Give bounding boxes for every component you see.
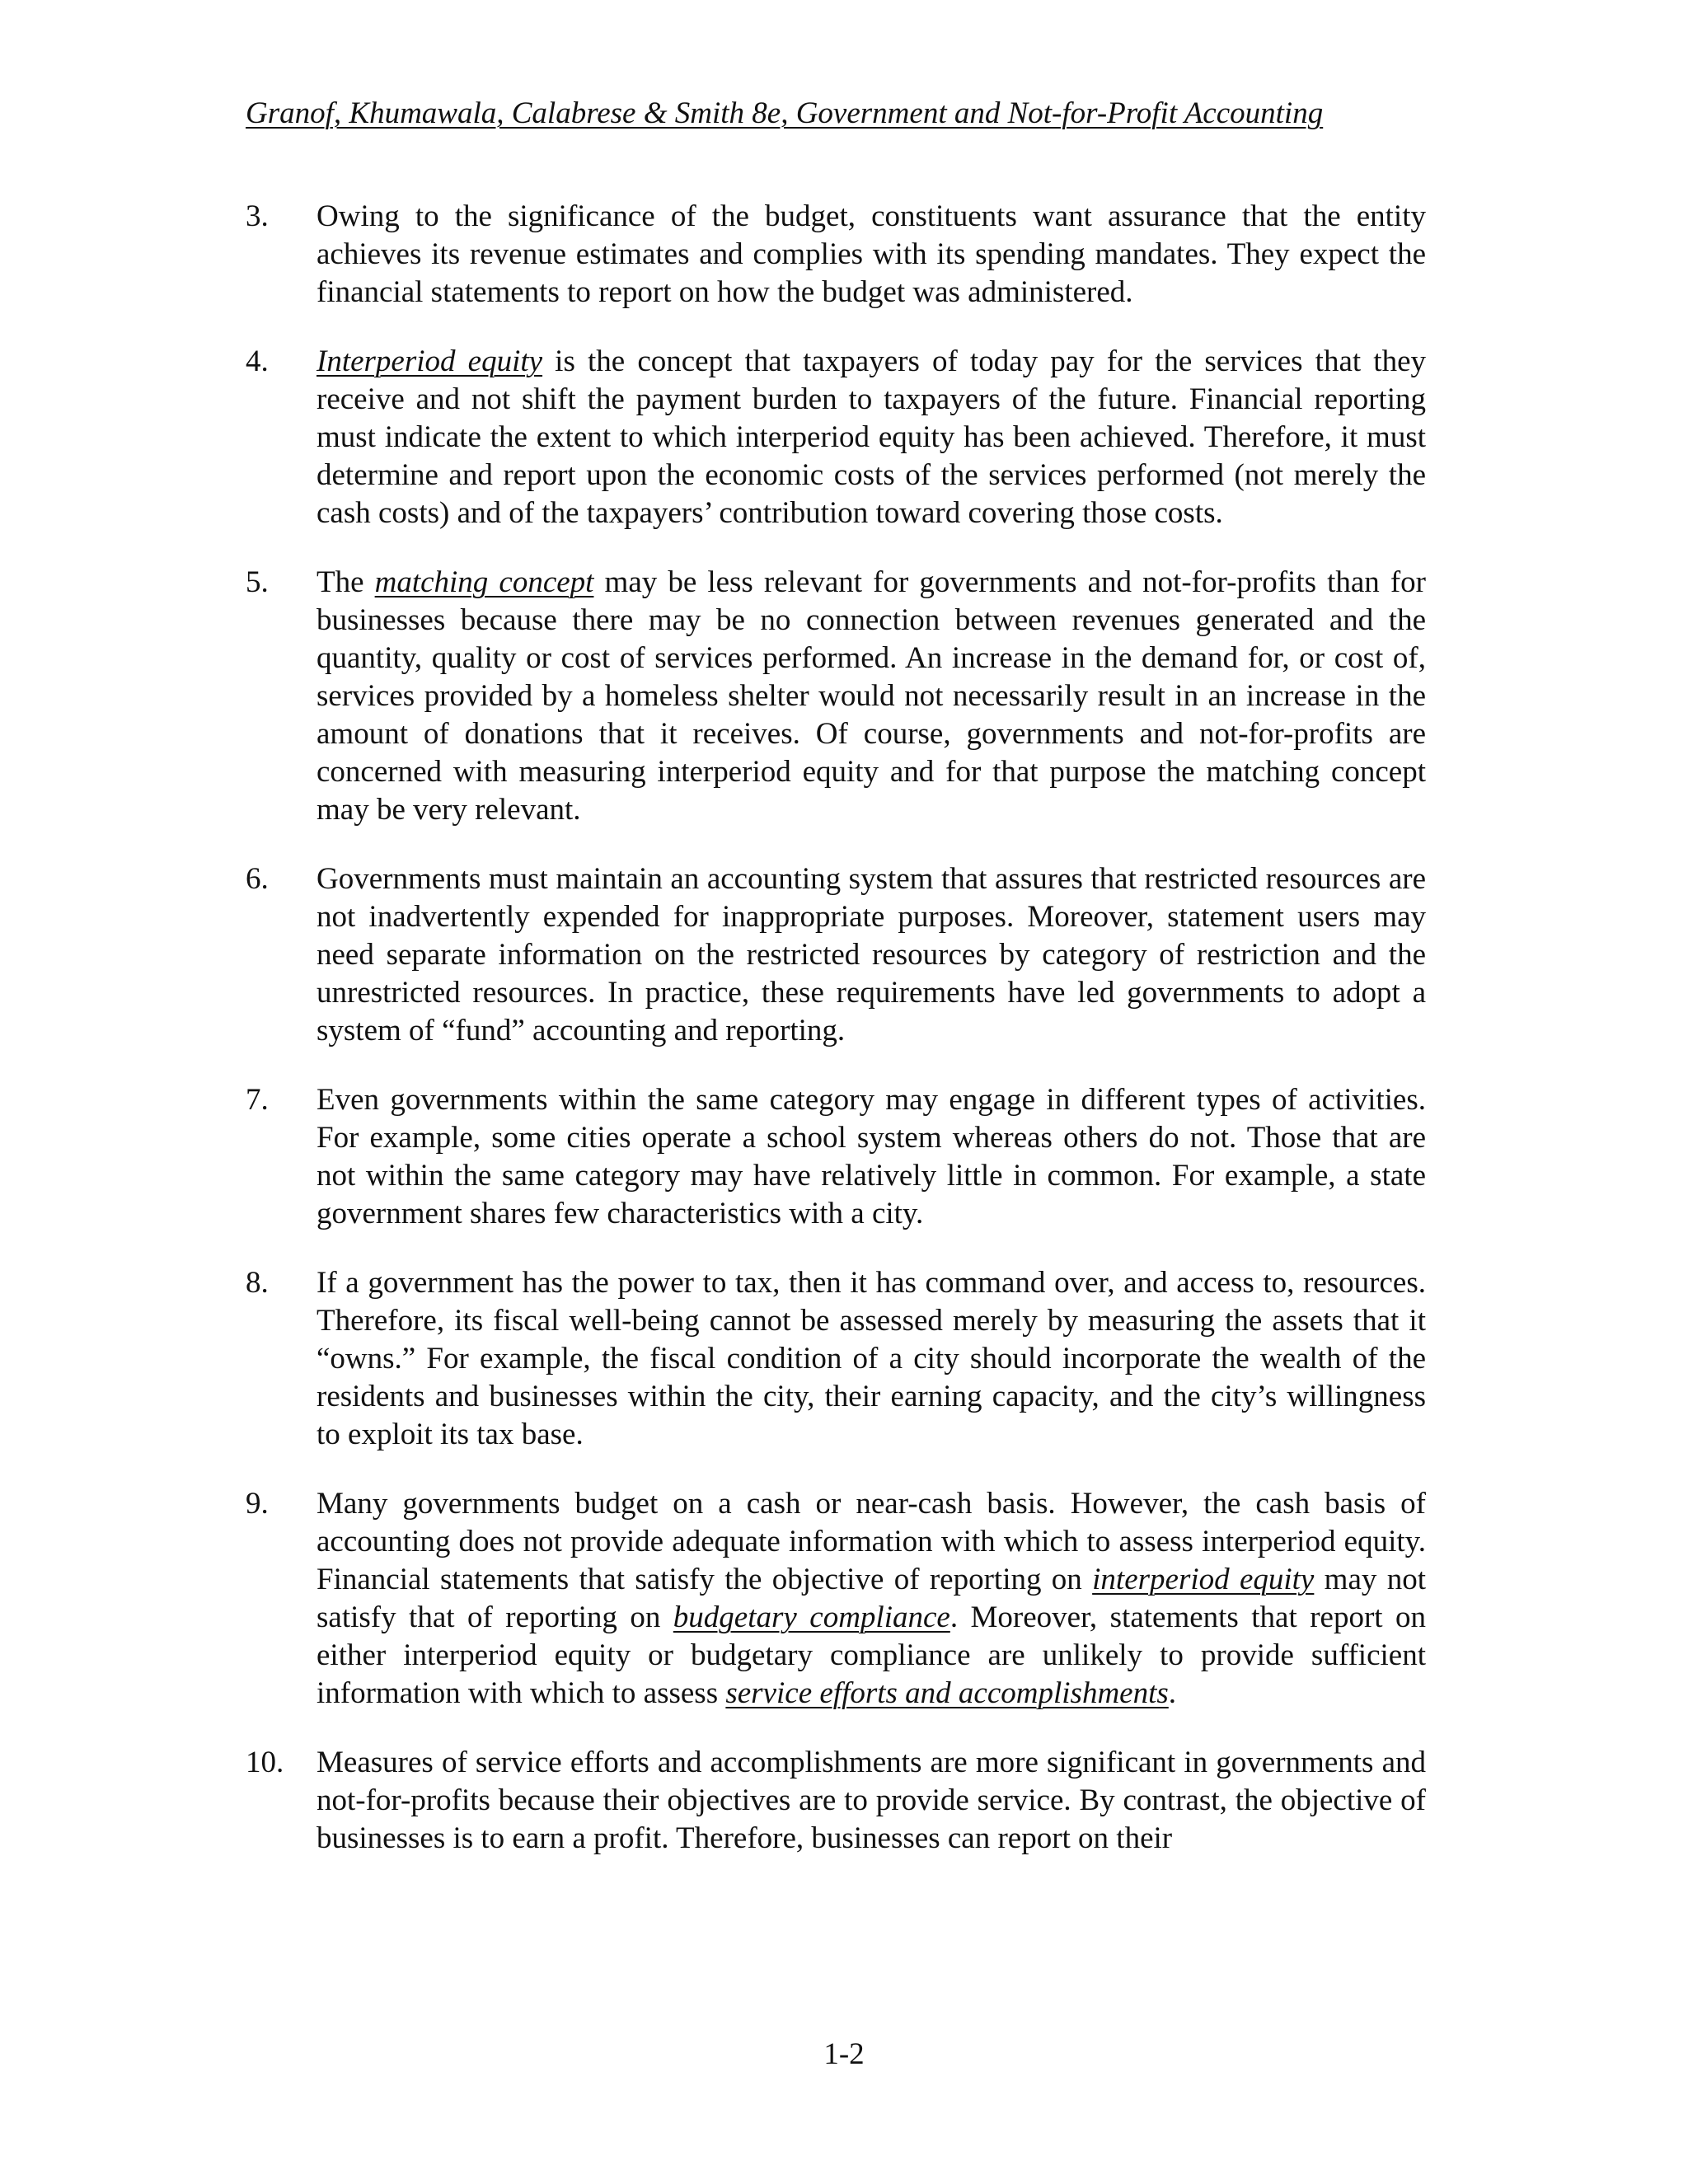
text-run: may not satisfy that of reporting on [316, 1563, 1426, 1634]
item-number: 6. [246, 862, 269, 896]
item-text [316, 1264, 1426, 1454]
item-text [316, 564, 1426, 829]
item-text [316, 343, 1426, 532]
answer-list [246, 198, 1426, 1889]
key-term: interperiod equity [1092, 1563, 1315, 1596]
item-number: 8. [246, 1266, 269, 1300]
item-number: 3. [246, 199, 269, 233]
text-run: The [316, 565, 375, 599]
answer-item-9 [246, 1485, 1426, 1713]
item-number: 5. [246, 565, 269, 599]
key-term: matching concept [374, 565, 594, 599]
text-run: . [1168, 1676, 1177, 1710]
item-text [316, 1485, 1426, 1713]
text-run: If a government has the power to tax, then it has command over, and access to, resources. Therefore, its fiscal well-being cannot be assessed merely by measuring the assets that it “owns.” For example, the fiscal condition of a city should incorporate the wealth of the residents and businesses within the city, their earning capacity, and the city’s willingness to exploit its tax base. [316, 1266, 1426, 1451]
page-header: Granof, Khumawala, Calabrese & Smith 8e, Government and Not-for-Profit Accounting [246, 96, 1324, 130]
key-term: Interperiod equity [316, 344, 543, 378]
answer-item-6 [246, 860, 1426, 1050]
answer-item-8 [246, 1264, 1426, 1454]
answer-item-7 [246, 1081, 1426, 1233]
text-run: Even governments within the same category may engage in different types of activities. For example, some cities operate a school system whereas others do not. Those that are not within the same category may have relatively little in common. For example, a state government shares few characteristics with a city. [316, 1083, 1426, 1230]
answer-item-4 [246, 343, 1426, 532]
item-text [316, 1744, 1426, 1858]
text-run: may be less relevant for governments and not-for-profits than for businesses because there may be no connection between revenues generated and the quantity, quality or cost of services performed. An increase in the demand for, or cost of, services provided by a homeless shelter would not necessarily result in an increase in the amount of donations that it receives. Of course, governments and not-for-profits are concerned with measuring interperiod equity and for that purpose the matching concept may be very relevant. [316, 565, 1427, 827]
answer-item-5 [246, 564, 1426, 829]
item-number: 9. [246, 1487, 269, 1521]
text-run: Many governments budget on a cash or near-cash basis. However, the cash basis of accounting does not provide adequate information with which to assess interperiod equity. Financial statements that satisfy the objective of reporting on [316, 1487, 1426, 1596]
key-term: service efforts and accomplishments [725, 1676, 1169, 1710]
item-number: 10. [246, 1746, 284, 1779]
item-text [316, 1081, 1426, 1233]
text-run: is the concept that taxpayers of today pay for the services that they receive and not shift the payment burden to taxpayers of the future. Financial reporting must indicate the extent to which interperiod equity has been achieved. Therefore, it must determine and report upon the economic costs of the services performed (not merely the cash costs) and of the taxpayers’ contribution toward covering those costs. [316, 344, 1426, 530]
item-text [316, 198, 1426, 312]
text-run: Owing to the significance of the budget, constituents want assurance that the entity achieves its revenue estimates and complies with its spending mandates. They expect the financial statements to report on how the budget was administered. [316, 199, 1426, 309]
answer-item-10 [246, 1744, 1426, 1858]
text-run: Governments must maintain an accounting system that assures that restricted resources are not inadvertently expended for inappropriate purposes. Moreover, statement users may need separate information on the restricted resources by category of restriction and the unrestricted resources. In practice, these requirements have led governments to adopt a system of “fund” accounting and reporting. [316, 862, 1426, 1047]
item-number: 4. [246, 344, 269, 378]
text-run: Measures of service efforts and accomplishments are more significant in governments and not-for-profits because their objectives are to provide service. By contrast, the objective of businesses is to earn a profit. Therefore, businesses can report on their [316, 1746, 1426, 1855]
item-text [316, 860, 1426, 1050]
page-number: 1-2 [823, 2037, 865, 2071]
key-term: budgetary compliance [673, 1601, 950, 1634]
answer-item-3 [246, 198, 1426, 312]
text-run: . Moreover, statements that report on either interperiod equity or budgetary compliance are unlikely to provide sufficient information with which to assess [316, 1601, 1427, 1710]
item-number: 7. [246, 1083, 269, 1117]
